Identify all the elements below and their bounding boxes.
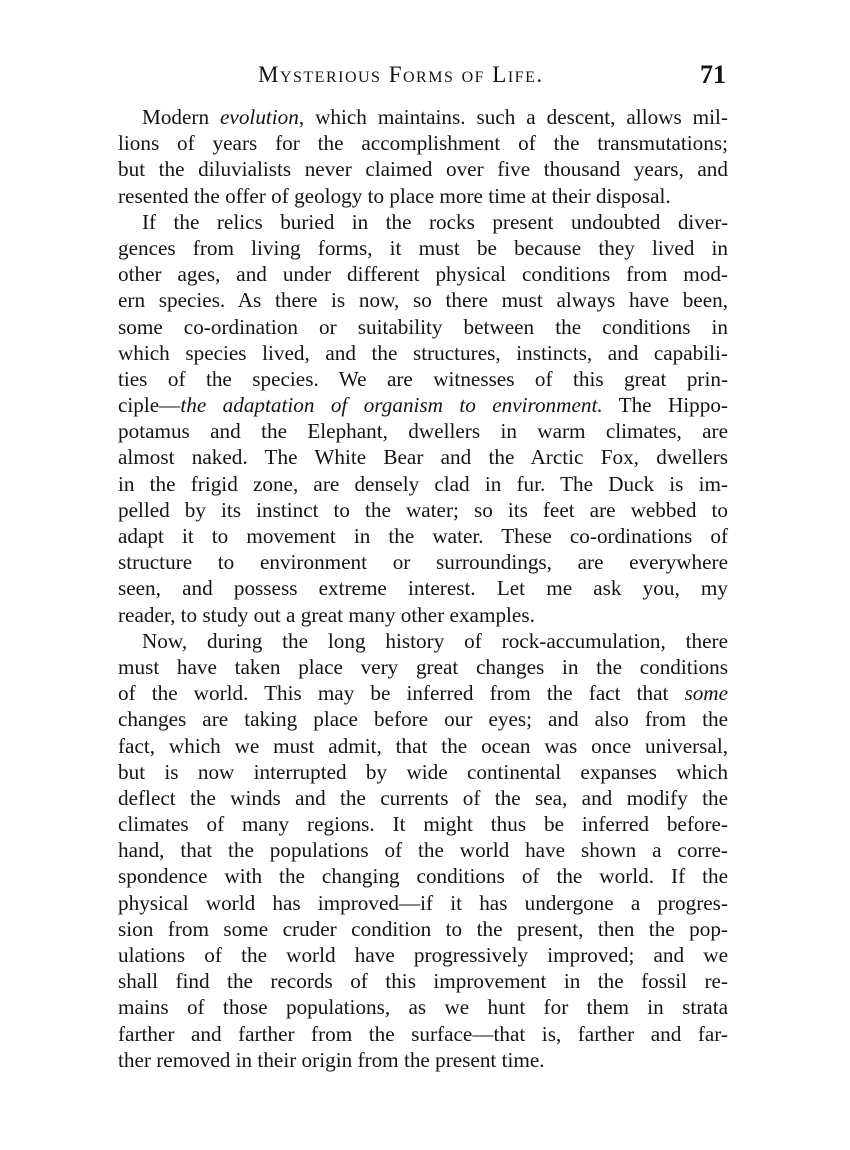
text-run: potamus and the Elephant, dwellers in warm climates, are	[118, 419, 728, 444]
text-line	[118, 1021, 728, 1047]
text-run: which species lived, and the structures, instincts, and capabili-	[118, 340, 728, 365]
text-line	[118, 497, 728, 523]
text-run: but is now interrupted by wide continental expanses which	[118, 759, 728, 784]
text-line	[118, 444, 728, 470]
running-head	[118, 58, 730, 98]
paragraph	[118, 104, 728, 209]
text-run: Modern	[142, 105, 221, 129]
text-run: changes are taking place before our eyes; and also from the	[118, 707, 728, 732]
text-run: ciple—	[118, 393, 181, 418]
italic-phrase: the adaptation of organism to environment.	[180, 393, 603, 418]
text-run: lions of years for the accomplishment of the transmutations;	[118, 131, 728, 156]
italic-phrase: some	[684, 681, 728, 706]
text-line	[118, 680, 728, 706]
text-run: but the diluvialists never claimed over five thousand years, and	[118, 157, 728, 182]
text-run: fact, which we must admit, that the ocean was once universal,	[118, 733, 728, 758]
text-run: ther removed in their origin from the present time.	[118, 1047, 545, 1072]
text-line	[118, 654, 728, 680]
page-number: 71	[700, 60, 726, 89]
text-run: mains of those populations, as we hunt for them in strata	[118, 995, 728, 1020]
text-line	[118, 523, 728, 549]
text-run: in the frigid zone, are densely clad in fur. The Duck is im-	[118, 471, 728, 496]
text-run: ulations of the world have progressively improved; and we	[118, 943, 728, 967]
paragraph	[118, 628, 728, 1073]
text-run: farther and farther from the surface—that is, farther and far-	[118, 1021, 728, 1046]
text-line	[118, 733, 728, 759]
text-line	[118, 811, 728, 837]
text-line	[118, 890, 728, 916]
italic-phrase: evolution,	[220, 105, 305, 129]
text-run: seen, and possess extreme interest. Let me ask you, my	[118, 576, 728, 601]
text-line	[118, 471, 728, 497]
text-line	[118, 942, 728, 968]
text-line	[118, 549, 728, 575]
text-line	[118, 392, 728, 418]
text-run: deflect the winds and the currents of the sea, and modify the	[118, 785, 728, 810]
text-run: must have taken place very great changes in the conditions	[118, 654, 728, 679]
text-line	[118, 785, 728, 811]
text-line	[118, 209, 728, 235]
text-run: hand, that the populations of the world have shown a corre-	[118, 838, 728, 863]
text-line	[118, 156, 728, 182]
text-run: structure to environment or surroundings, are everywhere	[118, 550, 728, 575]
text-run: spondence with the changing conditions of the world. If the	[118, 864, 728, 889]
text-line	[118, 183, 728, 209]
text-run: almost naked. The White Bear and the Arctic Fox, dwellers	[118, 445, 728, 470]
text-line	[118, 130, 728, 156]
text-line	[118, 340, 728, 366]
text-line	[118, 314, 728, 340]
text-run: ern species. As there is now, so there must always have been,	[118, 288, 728, 313]
text-line	[118, 418, 728, 444]
running-title: Mysterious Forms of Life.	[258, 62, 544, 87]
text-line	[118, 602, 728, 628]
text-line	[118, 104, 728, 130]
text-run: ties of the species. We are witnesses of this great prin-	[118, 366, 728, 391]
text-run: some co-ordination or suitability between the conditions in	[118, 314, 728, 339]
text-run: other ages, and under different physical conditions from mod-	[118, 262, 728, 287]
text-run: sion from some cruder condition to the present, then the pop-	[118, 916, 728, 941]
text-run: physical world has improved—if it has undergone a progres-	[118, 890, 728, 915]
text-line	[118, 287, 728, 313]
text-line	[118, 968, 728, 994]
paragraph	[118, 209, 728, 628]
text-line	[118, 837, 728, 863]
text-line	[118, 994, 728, 1020]
text-line	[118, 916, 728, 942]
text-run: of the world. This may be inferred from the fact that	[118, 681, 685, 706]
text-run: reader, to study out a great many other examples.	[118, 602, 535, 627]
text-line	[118, 1047, 728, 1073]
text-line	[118, 261, 728, 287]
text-run: shall find the records of this improvement in the fossil re-	[118, 969, 728, 994]
text-line	[118, 575, 728, 601]
text-run: If the relics buried in the rocks present undoubted diver-	[142, 209, 728, 234]
text-line	[118, 759, 728, 785]
text-run: climates of many regions. It might thus be inferred before-	[118, 812, 728, 837]
text-line	[118, 706, 728, 732]
text-line	[118, 366, 728, 392]
text-line	[118, 863, 728, 889]
text-run: adapt it to movement in the water. These co-ordinations of	[118, 524, 728, 548]
text-run: resented the offer of geology to place more time at their disposal.	[118, 183, 671, 208]
text-run: gences from living forms, it must be because they lived in	[118, 235, 728, 260]
text-line	[118, 235, 728, 261]
text-run: The Hippo-	[602, 393, 728, 418]
text-line	[118, 628, 728, 654]
text-run: pelled by its instinct to the water; so its feet are webbed to	[118, 497, 728, 522]
text-run: Now, during the long history of rock-accumulation, there	[142, 628, 728, 653]
body-text	[118, 104, 728, 1073]
text-run: which maintains. such a descent, allows mil-	[304, 105, 728, 129]
